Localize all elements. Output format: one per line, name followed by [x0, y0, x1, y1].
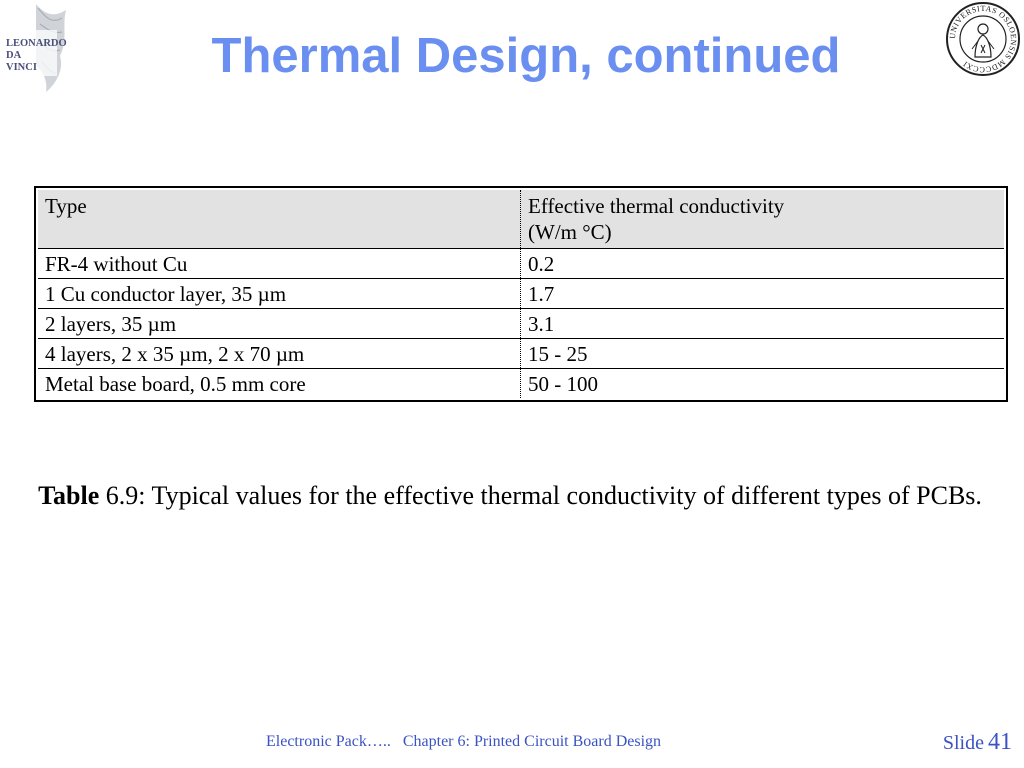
footer-chapter: Chapter 6: Printed Circuit Board Design	[402, 733, 662, 750]
table-row	[38, 309, 1004, 339]
cell-type: 1 Cu conductor layer, 35 µm	[38, 279, 521, 309]
logo-text-vinci: VINCI	[6, 62, 37, 73]
cell-type: 4 layers, 2 x 35 µm, 2 x 70 µm	[38, 339, 521, 369]
logo-text-da: DA	[6, 50, 22, 61]
seal-text: UNIVERSITAS OSLOENSIS MDCCCXI	[947, 3, 1019, 75]
table-caption	[30, 477, 990, 514]
table-row	[38, 249, 1004, 279]
table-row	[38, 369, 1004, 399]
cell-type: FR-4 without Cu	[38, 249, 521, 279]
conductivity-table	[34, 186, 1008, 402]
slide-number-label: Slide	[942, 732, 984, 754]
university-of-oslo-seal	[945, 1, 1021, 77]
caption-label: Table	[38, 481, 100, 510]
cell-conductivity: 50 - 100	[521, 369, 1005, 399]
footer-text	[266, 733, 661, 751]
table-header-row	[38, 190, 1004, 249]
table-row	[38, 339, 1004, 369]
cell-type: 2 layers, 35 µm	[38, 309, 521, 339]
cell-conductivity: 15 - 25	[521, 339, 1005, 369]
header-conductivity-line1: Effective thermal conductivity	[528, 194, 785, 218]
caption-text: 6.9: Typical values for the effective thermal conductivity of different types of PCBs.	[105, 481, 982, 510]
header-conductivity-unit: (W/m °C)	[528, 220, 612, 244]
cell-conductivity: 1.7	[521, 279, 1005, 309]
table-row	[38, 279, 1004, 309]
footer-course: Electronic Pack…..	[266, 733, 391, 750]
slide-number	[943, 729, 1012, 756]
cell-conductivity: 0.2	[521, 249, 1005, 279]
slide-number-value: 41	[988, 729, 1012, 755]
cell-conductivity: 3.1	[521, 309, 1005, 339]
slide-title: Thermal Design, continued	[211, 29, 841, 83]
logo-text-leonardo: LEONARDO	[6, 38, 67, 49]
header-type: Type	[38, 190, 521, 249]
header-conductivity	[521, 190, 1005, 249]
cell-type: Metal base board, 0.5 mm core	[38, 369, 521, 399]
